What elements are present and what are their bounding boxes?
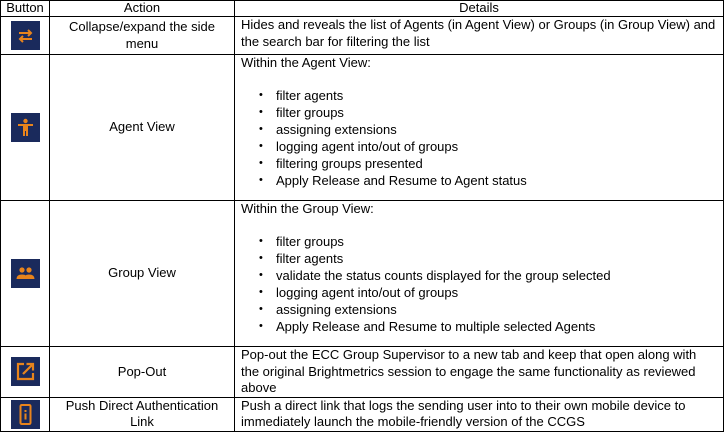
button-cell xyxy=(1,201,50,347)
header-action: Action xyxy=(50,1,235,17)
button-cell xyxy=(1,397,50,431)
button-cell xyxy=(1,17,50,55)
swap-arrows-icon[interactable] xyxy=(11,21,40,50)
action-cell: Push Direct Authentication Link xyxy=(50,397,235,431)
details-cell: Pop-out the ECC Group Supervisor to a new tab and keep that open along with the original Brightmetrics session to engage the same functionality as reviewed above xyxy=(235,347,724,398)
header-row xyxy=(1,1,724,17)
table-row xyxy=(1,201,724,347)
list-item: • filter groups xyxy=(259,233,717,250)
action-cell: Group View xyxy=(50,201,235,347)
list-item: • validate the status counts displayed for the group selected xyxy=(259,267,717,284)
action-cell: Agent View xyxy=(50,55,235,201)
person-icon[interactable] xyxy=(11,113,40,142)
button-cell xyxy=(1,347,50,398)
list-item: • filtering groups presented xyxy=(259,155,717,172)
button-cell xyxy=(1,55,50,201)
pop-out-icon[interactable] xyxy=(11,357,40,386)
details-intro: Within the Agent View: xyxy=(241,55,371,70)
action-cell: Collapse/expand the side menu xyxy=(50,17,235,55)
details-cell xyxy=(235,55,724,201)
table-row xyxy=(1,17,724,55)
details-cell xyxy=(235,201,724,347)
list-item: • logging agent into/out of groups xyxy=(259,138,717,155)
list-item: • filter agents xyxy=(259,87,717,104)
details-cell: Push a direct link that logs the sending user into to their own mobile device to immediately launch the mobile-friendly version of the CCGS xyxy=(235,397,724,431)
action-cell: Pop-Out xyxy=(50,347,235,398)
list-item: • assigning extensions xyxy=(259,301,717,318)
details-list xyxy=(241,233,717,335)
list-item: • filter agents xyxy=(259,250,717,267)
details-cell: Hides and reveals the list of Agents (in Agent View) or Groups (in Group View) and the search bar for filtering the list xyxy=(235,17,724,55)
table-row xyxy=(1,347,724,398)
header-button: Button xyxy=(1,1,50,17)
details-intro: Within the Group View: xyxy=(241,201,374,216)
group-icon[interactable] xyxy=(11,259,40,288)
header-details: Details xyxy=(235,1,724,17)
mobile-icon[interactable] xyxy=(11,400,40,429)
list-item: • filter groups xyxy=(259,104,717,121)
table-row xyxy=(1,397,724,431)
list-item: • logging agent into/out of groups xyxy=(259,284,717,301)
list-item: • Apply Release and Resume to multiple selected Agents xyxy=(259,318,717,335)
list-item: • Apply Release and Resume to Agent status xyxy=(259,172,717,189)
details-list xyxy=(241,87,717,189)
table-row xyxy=(1,55,724,201)
list-item: • assigning extensions xyxy=(259,121,717,138)
